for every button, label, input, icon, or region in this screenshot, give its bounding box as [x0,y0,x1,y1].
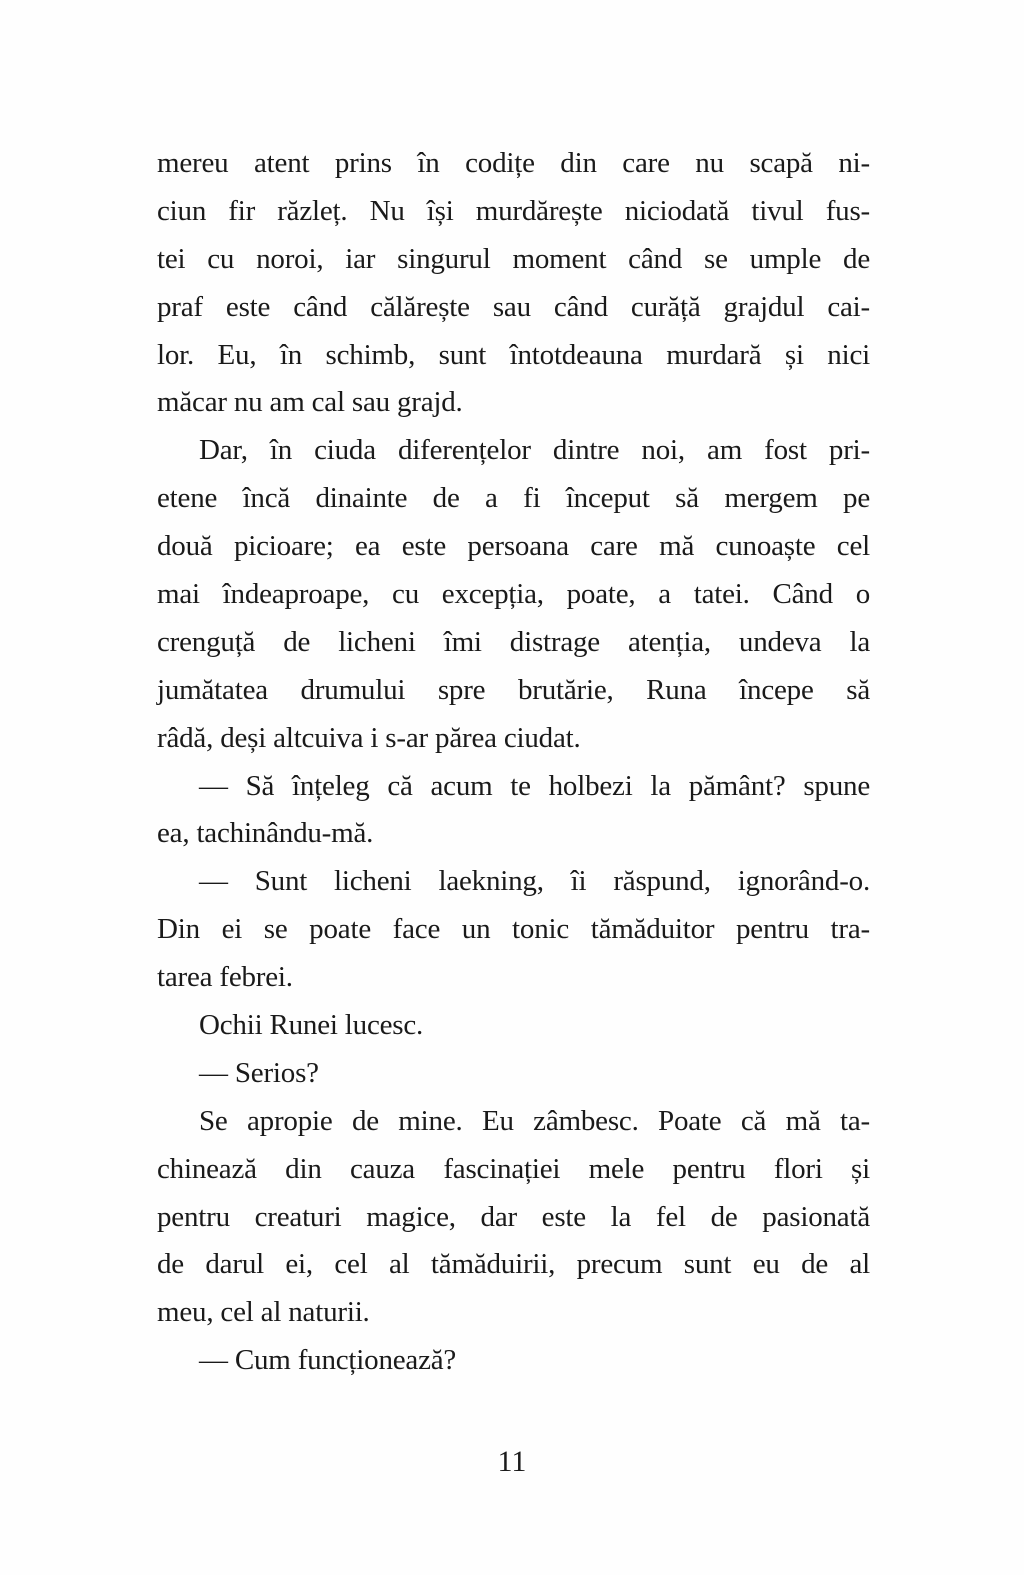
text-line: etene încă dinainte de a fi început să mergem pe [157,482,870,515]
text-line: pentru creaturi magice, dar este la fel de pasionată [157,1200,870,1233]
text-line: ea, tachinându-mă. [157,817,374,850]
text-line: două picioare; ea este persoana care mă cunoaște cel [157,530,870,563]
text-line: tarea febrei. [157,961,293,994]
text-line: mai îndeaproape, cu excepția, poate, a tatei. Când o [157,578,870,611]
text-line: Dar, în ciuda diferențelor dintre noi, am fost pri- [199,434,870,467]
text-line: tei cu noroi, iar singurul moment când se umple de [157,242,870,275]
body-text [157,140,870,1385]
text-line: jumătatea drumului spre brutărie, Runa începe să [157,673,870,706]
text-line: Din ei se poate face un tonic tămăduitor pentru tra- [157,913,870,946]
text-line: praf este când călărește sau când curăță grajdul cai- [157,290,870,323]
text-line: măcar nu am cal sau grajd. [157,386,463,419]
text-line: mereu atent prins în codițe din care nu scapă ni- [157,147,870,179]
text-line: meu, cel al naturii. [157,1296,370,1329]
text-line: de darul ei, cel al tămăduirii, precum sunt eu de al [157,1248,870,1281]
text-line: lor. Eu, în schimb, sunt întotdeauna murdară și nici [157,338,870,371]
text-line: râdă, deși altcuiva i s-ar părea ciudat. [157,721,581,754]
text-line: crenguță de licheni îmi distrage atenția, undeva la [157,625,870,658]
text-line: ciun fir răzleț. Nu își murdărește niciodată tivul fus- [157,194,870,227]
text-line: — Să înțeleg că acum te holbezi la pământ? spune [199,769,870,802]
page-number: 11 [497,1445,527,1478]
text-line: — Cum funcționează? [199,1344,457,1377]
text-line: Ochii Runei lucesc. [199,1009,424,1042]
text-line: — Sunt licheni laekning, îi răspund, ignorând-o. [199,865,870,898]
text-line: Se apropie de mine. Eu zâmbesc. Poate că mă ta- [199,1104,870,1137]
text-line: chinează din cauza fascinației mele pentru flori și [157,1152,870,1185]
text-line: — Serios? [199,1056,319,1089]
